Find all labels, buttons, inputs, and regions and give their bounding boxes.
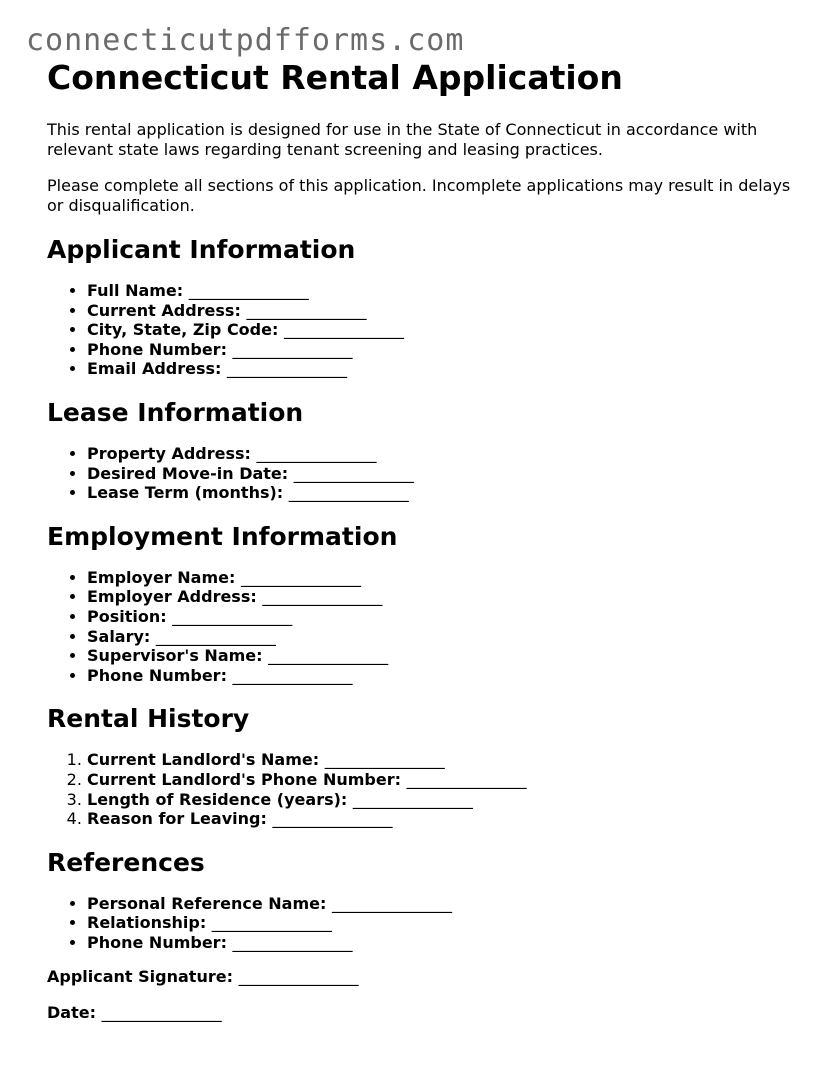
fill-in-blank[interactable]: _______________ <box>288 483 409 503</box>
document-body <box>47 58 807 1023</box>
fill-in-blank[interactable]: _______________ <box>188 281 309 300</box>
field-reference-name <box>87 894 807 914</box>
field-employer-name <box>87 568 807 588</box>
fill-in-blank[interactable]: _______________ <box>324 750 445 770</box>
fill-in-blank[interactable]: _______________ <box>272 809 393 829</box>
fill-in-blank[interactable]: _______________ <box>406 769 527 789</box>
field-label: Length of Residence (years): <box>87 789 348 809</box>
signature-line <box>47 967 807 987</box>
field-label: Relationship: <box>87 913 207 933</box>
applicant-fields-list <box>47 281 807 379</box>
date-label: Date: <box>47 1003 96 1023</box>
field-label: Phone Number: <box>87 665 227 685</box>
field-length-of-residence <box>87 790 807 810</box>
field-label: Current Address: <box>87 300 241 320</box>
field-lease-term <box>87 483 807 503</box>
fill-in-blank[interactable]: _______________ <box>283 320 404 340</box>
fill-in-blank[interactable]: _______________ <box>172 606 293 626</box>
lease-fields-list <box>47 444 807 503</box>
page-title: Connecticut Rental Application <box>47 58 623 97</box>
fill-in-blank[interactable]: _______________ <box>268 646 389 666</box>
field-label: Desired Move-in Date: <box>87 463 289 483</box>
field-position <box>87 607 807 627</box>
fill-in-blank[interactable]: _______________ <box>240 567 361 587</box>
section-heading-lease: Lease Information <box>47 397 304 427</box>
fill-in-blank[interactable]: _______________ <box>155 626 276 646</box>
employment-fields-list <box>47 568 807 686</box>
field-phone-number <box>87 340 807 360</box>
field-label: Employer Name: <box>87 567 236 587</box>
field-label: Reason for Leaving: <box>87 809 267 829</box>
field-current-address <box>87 301 807 321</box>
field-supervisor-name <box>87 646 807 666</box>
field-label: Lease Term (months): <box>87 483 284 503</box>
signature-label: Applicant Signature: <box>47 967 233 987</box>
field-label: Property Address: <box>87 443 251 463</box>
field-label: Phone Number: <box>87 339 227 359</box>
fill-in-blank[interactable]: _______________ <box>293 463 414 483</box>
field-email-address <box>87 359 807 379</box>
section-heading-rental-history: Rental History <box>47 704 250 734</box>
field-landlord-name <box>87 750 807 770</box>
section-heading-employment: Employment Information <box>47 521 398 551</box>
section-heading-applicant: Applicant Information <box>47 235 356 264</box>
fill-in-blank[interactable]: _______________ <box>352 789 473 809</box>
fill-in-blank[interactable]: _______________ <box>232 932 353 952</box>
date-blank[interactable]: _______________ <box>101 1003 222 1023</box>
fill-in-blank[interactable]: _______________ <box>262 587 383 607</box>
date-line <box>47 1003 807 1023</box>
field-label: Position: <box>87 606 167 626</box>
fill-in-blank[interactable]: _______________ <box>331 893 452 913</box>
field-label: City, State, Zip Code: <box>87 320 279 340</box>
field-label: Current Landlord's Phone Number: <box>87 769 401 789</box>
field-relationship <box>87 913 807 933</box>
field-label: Salary: <box>87 626 151 646</box>
fill-in-blank[interactable]: _______________ <box>246 300 367 320</box>
fill-in-blank[interactable]: _______________ <box>227 359 347 379</box>
field-label: Employer Address: <box>87 587 257 607</box>
field-label: Supervisor's Name: <box>87 646 263 666</box>
field-salary <box>87 627 807 647</box>
field-label: Personal Reference Name: <box>87 893 327 913</box>
field-landlord-phone <box>87 770 807 790</box>
field-full-name <box>87 281 807 301</box>
field-reason-for-leaving <box>87 809 807 829</box>
references-fields-list <box>47 894 807 953</box>
field-reference-phone <box>87 933 807 953</box>
instructions-paragraph: Please complete all sections of this application. Incomplete applications may result in delays or disqualification. <box>47 176 791 215</box>
signature-blank[interactable]: _______________ <box>238 967 359 987</box>
field-employer-phone <box>87 666 807 686</box>
fill-in-blank[interactable]: _______________ <box>232 665 353 685</box>
intro-paragraph: This rental application is designed for use in the State of Connecticut in accordance with relevant state laws regarding tenant screening and leasing practices. <box>47 120 758 159</box>
field-label: Current Landlord's Name: <box>87 750 320 770</box>
fill-in-blank[interactable]: _______________ <box>211 913 332 933</box>
rental-history-fields-list <box>47 750 807 828</box>
field-label: Email Address: <box>87 359 222 379</box>
section-heading-references: References <box>47 847 205 877</box>
field-move-in-date <box>87 464 807 484</box>
field-city-state-zip <box>87 320 807 340</box>
field-label: Phone Number: <box>87 932 227 952</box>
fill-in-blank[interactable]: _______________ <box>232 339 353 359</box>
fill-in-blank[interactable]: _______________ <box>256 443 377 463</box>
field-property-address <box>87 444 807 464</box>
field-label: Full Name: <box>87 281 184 300</box>
field-employer-address <box>87 587 807 607</box>
watermark: connecticutpdfforms.com <box>26 23 465 58</box>
